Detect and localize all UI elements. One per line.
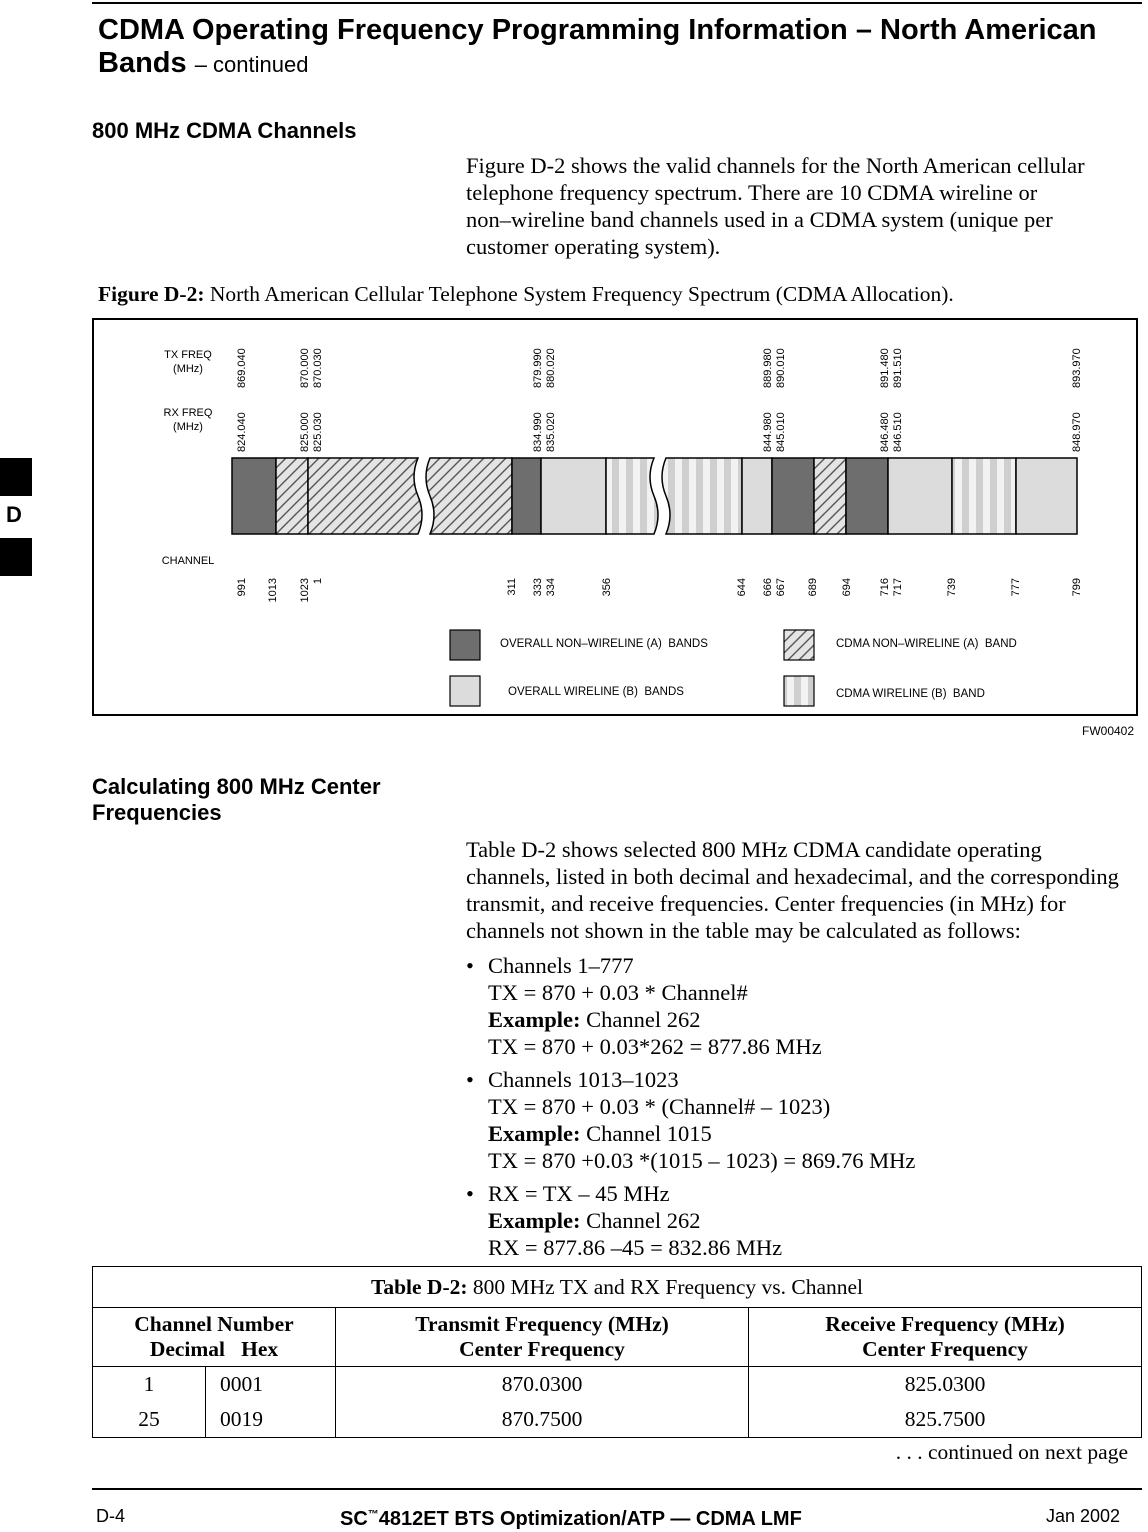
table-caption-text: 800 MHz TX and RX Frequency vs. Channel bbox=[472, 1274, 864, 1299]
channel-tick: 334 bbox=[545, 578, 557, 597]
spectrum-figure bbox=[92, 318, 1138, 716]
formula-bullet bbox=[466, 1180, 1136, 1261]
tx-freq-tick: 893.970 bbox=[1071, 348, 1083, 388]
header-channel bbox=[93, 1308, 336, 1367]
rx-freq-tick: 825.030 bbox=[312, 412, 324, 452]
cell-decimal: 1 bbox=[93, 1367, 206, 1403]
cell-hex: 0019 bbox=[206, 1402, 336, 1438]
band-cdma-wireline-b bbox=[662, 458, 742, 534]
cell-rx: 825.0300 bbox=[749, 1367, 1142, 1403]
bullet-symbol: • bbox=[466, 1181, 474, 1206]
tx-freq-tick: 870.000 bbox=[299, 348, 311, 388]
paragraph-line: telephone frequency spectrum. There are 10 CDMA wireline or bbox=[466, 180, 1038, 205]
paragraph-line: Table D-2 shows selected 800 MHz CDMA candidate operating bbox=[466, 837, 1042, 862]
bullet-title: Channels 1–777 bbox=[488, 953, 634, 978]
band-cdma-nonwireline-a bbox=[814, 458, 846, 534]
paragraph-line: channels, listed in both decimal and hexadecimal, and the corresponding bbox=[466, 864, 1119, 889]
table-label: Table D-2: bbox=[370, 1274, 468, 1299]
bullet-example bbox=[488, 1120, 1136, 1147]
tx-freq-label: TX FREQ bbox=[164, 349, 212, 361]
rx-freq-tick: 844.980 bbox=[762, 412, 774, 452]
header-line: Decimal Hex bbox=[149, 1337, 279, 1361]
bullet-formula: TX = 870 + 0.03 * Channel# bbox=[488, 980, 748, 1005]
band-cdma-nonwireline-a bbox=[276, 458, 308, 534]
paragraph-line: Figure D-2 shows the valid channels for the North American cellular bbox=[466, 153, 1085, 178]
bullet-formula: TX = 870 + 0.03 * (Channel# – 1023) bbox=[488, 1094, 831, 1119]
tx-freq-tick: 870.030 bbox=[312, 348, 324, 388]
cell-tx: 870.0300 bbox=[336, 1367, 749, 1403]
rx-freq-tick: 845.010 bbox=[775, 412, 787, 452]
example-value: Channel 262 bbox=[586, 1007, 701, 1032]
section-heading-800: 800 MHz CDMA Channels bbox=[92, 118, 357, 143]
header-receive bbox=[749, 1308, 1142, 1367]
page-title-text: CDMA Operating Frequency Programming Information – North American Bands bbox=[98, 14, 1097, 79]
page-title-suffix: – continued bbox=[194, 52, 309, 77]
channel-tick: 356 bbox=[601, 578, 613, 597]
header-line: Transmit Frequency (MHz) bbox=[415, 1312, 669, 1336]
tx-freq-tick: 880.020 bbox=[545, 348, 557, 388]
tx-freq-tick: 890.010 bbox=[775, 348, 787, 388]
header-transmit bbox=[336, 1308, 749, 1367]
section-calc-paragraph bbox=[466, 836, 1142, 944]
channel-tick: 644 bbox=[736, 578, 748, 597]
legend-swatch-cdma-nonwireline-a bbox=[784, 630, 814, 660]
header-line: Channel Number bbox=[134, 1312, 294, 1336]
table-row bbox=[93, 1367, 1142, 1403]
table-caption bbox=[93, 1267, 1142, 1308]
tx-freq-tick: 891.480 bbox=[879, 348, 891, 388]
figure-caption-text: North American Cellular Telephone System Frequency Spectrum (CDMA Allocation). bbox=[209, 282, 954, 306]
section-800-paragraph bbox=[466, 152, 1136, 260]
legend-label: CDMA WIRELINE (B) BAND bbox=[836, 688, 985, 700]
channel-tick: 311 bbox=[506, 578, 518, 596]
bullet-title: Channels 1013–1023 bbox=[488, 1067, 679, 1092]
channel-tick: 666 bbox=[762, 578, 774, 597]
channel-tick: 667 bbox=[775, 578, 787, 597]
paragraph-line: non–wireline band channels used in a CDMA system (unique per bbox=[466, 207, 1053, 232]
band-wireline-b bbox=[1016, 458, 1077, 534]
top-rule bbox=[92, 2, 1142, 4]
section-heading-calc bbox=[92, 774, 452, 826]
table-header-row bbox=[93, 1308, 1142, 1367]
trademark-symbol: ™ bbox=[367, 1508, 379, 1521]
spectrum-bar bbox=[232, 458, 1077, 534]
band-wireline-b bbox=[541, 458, 606, 534]
formula-list bbox=[466, 952, 1136, 1267]
example-value: Channel 1015 bbox=[586, 1121, 712, 1146]
band-cdma-wireline-b bbox=[606, 458, 658, 534]
table-caption-row bbox=[93, 1267, 1142, 1308]
bullet-result: TX = 870 + 0.03*262 = 877.86 MHz bbox=[488, 1034, 822, 1059]
example-value: Channel 262 bbox=[586, 1208, 701, 1233]
rx-freq-tick: 846.480 bbox=[879, 412, 891, 452]
header-line: Center Frequency bbox=[459, 1337, 625, 1361]
channel-tick: 1013 bbox=[267, 578, 279, 603]
document-title bbox=[340, 1508, 802, 1531]
bullet-example bbox=[488, 1006, 1136, 1033]
band-nonwireline-a bbox=[846, 458, 888, 534]
page-title bbox=[98, 14, 1138, 81]
formula-bullet bbox=[466, 952, 1136, 1060]
legend-label: OVERALL NON–WIRELINE (A) BANDS bbox=[500, 638, 708, 650]
channel-tick: 1023 bbox=[299, 578, 311, 603]
paragraph-line: customer operating system). bbox=[466, 234, 721, 259]
channel-label: CHANNEL bbox=[161, 555, 215, 567]
heading-line: Frequencies bbox=[92, 800, 222, 825]
example-label: Example: bbox=[488, 1121, 581, 1146]
band-cdma-wireline-b bbox=[952, 458, 1016, 534]
figure-caption bbox=[98, 282, 954, 307]
bullet-symbol: • bbox=[466, 1067, 474, 1092]
channel-tick: 799 bbox=[1071, 578, 1083, 597]
formula-bullet bbox=[466, 1066, 1136, 1174]
header-line: Receive Frequency (MHz) bbox=[825, 1312, 1065, 1336]
table-row bbox=[93, 1402, 1142, 1438]
rx-freq-tick: 825.000 bbox=[299, 412, 311, 452]
bullet-symbol: • bbox=[466, 953, 474, 978]
band-nonwireline-a bbox=[512, 458, 541, 534]
tx-freq-unit: (MHz) bbox=[173, 363, 203, 375]
channel-tick: 717 bbox=[892, 578, 904, 597]
cell-decimal: 25 bbox=[93, 1402, 206, 1438]
channel-tick: 777 bbox=[1010, 578, 1022, 597]
bullet-result: TX = 870 +0.03 *(1015 – 1023) = 869.76 MHz bbox=[488, 1148, 916, 1173]
legend-swatch-cdma-wireline-b bbox=[784, 676, 814, 706]
example-label: Example: bbox=[488, 1208, 581, 1233]
band-wireline-b bbox=[888, 458, 952, 534]
paragraph-line: transmit, and receive frequencies. Center frequencies (in MHz) for bbox=[466, 891, 1066, 916]
figure-id: FW00402 bbox=[1082, 724, 1135, 738]
channel-tick: 991 bbox=[236, 578, 248, 597]
channel-tick: 739 bbox=[946, 578, 958, 597]
bullet-title: RX = TX – 45 MHz bbox=[488, 1181, 670, 1206]
rx-freq-unit: (MHz) bbox=[173, 421, 203, 433]
continued-note: . . . continued on next page bbox=[895, 1440, 1128, 1464]
tx-freq-tick: 891.510 bbox=[892, 348, 904, 388]
side-tab-block-bottom bbox=[0, 538, 32, 576]
band-cdma-nonwireline-a bbox=[308, 458, 422, 534]
side-tab-letter: D bbox=[6, 502, 22, 527]
document-date: Jan 2002 bbox=[1046, 1506, 1121, 1526]
legend-swatch-wireline-b bbox=[450, 676, 480, 706]
rx-freq-tick: 824.040 bbox=[236, 412, 248, 452]
channel-tick: 333 bbox=[532, 578, 544, 597]
cell-hex: 0001 bbox=[206, 1367, 336, 1403]
figure-label: Figure D-2: bbox=[98, 282, 205, 306]
frequency-table bbox=[92, 1266, 1142, 1438]
example-label: Example: bbox=[488, 1007, 581, 1032]
tx-freq-tick: 879.990 bbox=[532, 348, 544, 388]
legend bbox=[450, 630, 1017, 706]
channel-tick: 689 bbox=[807, 578, 819, 597]
band-nonwireline-a bbox=[232, 458, 276, 534]
paragraph-line: channels not shown in the table may be calculated as follows: bbox=[466, 918, 1021, 943]
tx-freq-tick: 889.980 bbox=[762, 348, 774, 388]
header-line: Center Frequency bbox=[862, 1337, 1028, 1361]
legend-label: CDMA NON–WIRELINE (A) BAND bbox=[836, 638, 1017, 650]
rx-freq-tick: 846.510 bbox=[892, 412, 904, 452]
doc-sc: SC bbox=[340, 1508, 368, 1530]
rx-freq-tick: 848.970 bbox=[1071, 412, 1083, 452]
band-wireline-b bbox=[742, 458, 772, 534]
cell-tx: 870.7500 bbox=[336, 1402, 749, 1438]
bottom-rule bbox=[92, 1488, 1142, 1490]
bullet-result: RX = 877.86 –45 = 832.86 MHz bbox=[488, 1235, 783, 1260]
tx-freq-tick: 869.040 bbox=[236, 348, 248, 388]
legend-label: OVERALL WIRELINE (B) BANDS bbox=[508, 686, 684, 698]
side-tab-block-top bbox=[0, 458, 32, 496]
page-number: D-4 bbox=[96, 1506, 126, 1526]
channel-tick: 694 bbox=[841, 578, 853, 597]
legend-swatch-nonwireline-a bbox=[450, 630, 480, 660]
spectrum-diagram bbox=[94, 320, 1136, 714]
channel-tick: 1 bbox=[312, 578, 324, 585]
doc-title: 4812ET BTS Optimization/ATP — CDMA LMF bbox=[378, 1508, 802, 1530]
rx-freq-label: RX FREQ bbox=[163, 407, 213, 419]
bullet-example bbox=[488, 1207, 1136, 1234]
heading-line: Calculating 800 MHz Center bbox=[92, 774, 381, 799]
cell-rx: 825.7500 bbox=[749, 1402, 1142, 1438]
band-nonwireline-a bbox=[772, 458, 814, 534]
rx-freq-tick: 835.020 bbox=[545, 412, 557, 452]
channel-tick: 716 bbox=[879, 578, 891, 597]
band-cdma-nonwireline-a bbox=[426, 458, 512, 534]
rx-freq-tick: 834.990 bbox=[532, 412, 544, 452]
